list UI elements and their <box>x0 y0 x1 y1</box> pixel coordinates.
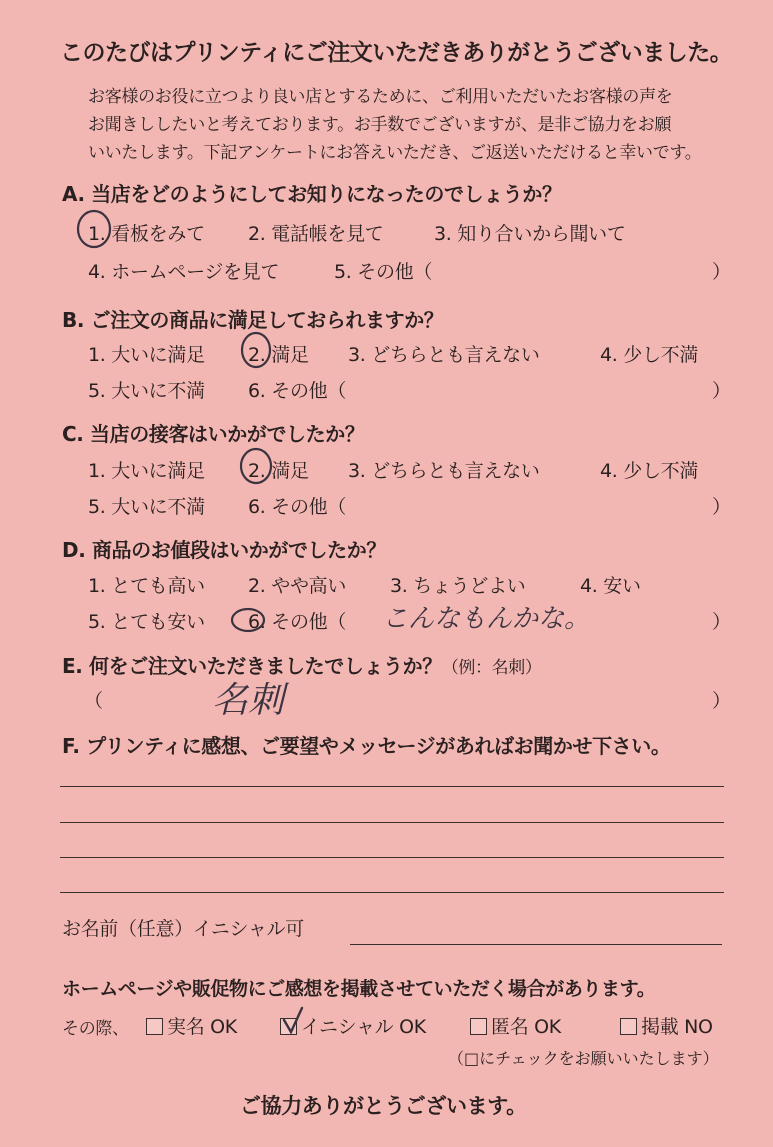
question-a-option-4[interactable]: 4. ホームページを見て <box>88 261 280 283</box>
question-e-example: （例：名刺） <box>441 658 542 678</box>
question-d-option-1[interactable]: 1. とても高い <box>88 575 205 597</box>
question-e-heading-text: E. 何をご注文いただきましたでしょうか？ <box>62 654 442 678</box>
check-instruction: （□にチェックをお願いいたします） <box>448 1049 719 1068</box>
question-d-option-6[interactable]: 6. その他（ <box>248 611 347 633</box>
checkbox[interactable] <box>146 1018 163 1035</box>
publish-prefix: その際、 <box>62 1019 129 1039</box>
card-title: このたびはプリンティにご注文いただきありがとうございました。 <box>60 40 733 66</box>
publish-notice: ホームページや販促物にご感想を掲載させていただく場合があります。 <box>62 978 656 1000</box>
question-c-option-3[interactable]: 3. どちらとも言えない <box>348 460 540 482</box>
question-a-option-2[interactable]: 2. 電話帳を見て <box>248 223 384 245</box>
question-a-heading: A. 当店をどのようにしてお知りになったのでしょうか？ <box>62 182 562 206</box>
question-c-heading: C. 当店の接客はいかがでしたか？ <box>62 422 365 446</box>
name-label: お名前（任意）イニシャル可 <box>62 918 304 940</box>
question-e-close-paren: ） <box>712 690 732 712</box>
checkbox-checked[interactable] <box>280 1018 297 1035</box>
publish-option-anonymous[interactable] <box>470 1012 561 1039</box>
intro-line-1: お客様のお役に立つより良い店とするために、ご利用いただいたお客様の声を <box>88 87 673 107</box>
checkbox[interactable] <box>470 1018 487 1035</box>
question-b-heading: B. ご注文の商品に満足しておられますか？ <box>62 308 444 332</box>
publish-option-real-name[interactable] <box>146 1012 237 1039</box>
question-d-close-paren: ） <box>712 611 732 633</box>
question-a-close-paren: ） <box>712 261 732 283</box>
question-b-option-2[interactable]: 2. 満足 <box>248 344 309 366</box>
publish-option-no[interactable] <box>620 1012 713 1039</box>
question-b-option-5[interactable]: 5. 大いに不満 <box>88 380 205 402</box>
intro-line-2: お聞きししたいと考えております。お手数でございますが、是非ご協力をお願 <box>88 115 672 135</box>
thanks-message: ご協力ありがとうございます。 <box>240 1094 527 1118</box>
question-d-handwritten-answer: こんなもんかな。 <box>382 604 591 634</box>
question-b-close-paren: ） <box>712 380 732 402</box>
question-c-option-4[interactable]: 4. 少し不満 <box>600 460 699 482</box>
question-e-open-paren: （ <box>84 690 103 712</box>
question-f-heading: F. プリンティに感想、ご要望やメッセージがあればお聞かせ下さい。 <box>62 734 671 758</box>
comment-line-1[interactable] <box>60 786 724 787</box>
question-b-option-4[interactable]: 4. 少し不満 <box>600 344 699 366</box>
comment-line-3[interactable] <box>60 857 724 858</box>
publish-option-label: 掲載 NO <box>641 1016 713 1038</box>
question-b-option-6[interactable]: 6. その他（ <box>248 380 347 402</box>
question-d-option-5[interactable]: 5. とても安い <box>88 611 205 633</box>
comment-line-4[interactable] <box>60 892 724 893</box>
question-d-option-3[interactable]: 3. ちょうどよい <box>390 575 526 597</box>
question-b-option-3[interactable]: 3. どちらとも言えない <box>348 344 540 366</box>
question-d-option-2[interactable]: 2. やや高い <box>248 575 347 597</box>
publish-option-label: 実名 OK <box>167 1016 237 1038</box>
question-a-option-3[interactable]: 3. 知り合いから聞いて <box>434 223 626 245</box>
intro-line-3: いいたします。下記アンケートにお答えいただき、ご返送いただけると幸いです。 <box>88 143 702 163</box>
question-e-handwritten-answer: 名刺 <box>212 680 285 721</box>
question-d-heading: D. 商品のお値段はいかがでしたか？ <box>62 538 386 562</box>
question-c-option-6[interactable]: 6. その他（ <box>248 496 347 518</box>
question-c-option-5[interactable]: 5. 大いに不満 <box>88 496 205 518</box>
checkbox[interactable] <box>620 1018 637 1035</box>
question-c-option-2[interactable]: 2. 満足 <box>248 460 309 482</box>
comment-line-2[interactable] <box>60 822 724 823</box>
publish-option-label: イニシャル OK <box>301 1016 426 1038</box>
publish-option-label: 匿名 OK <box>491 1016 561 1038</box>
publish-option-initial[interactable] <box>280 1012 426 1039</box>
name-field[interactable] <box>350 944 722 945</box>
question-c-close-paren: ） <box>712 496 732 518</box>
question-d-option-4[interactable]: 4. 安い <box>580 575 641 597</box>
question-a-option-1[interactable]: 1. 看板をみて <box>88 223 205 245</box>
question-e-heading <box>62 650 541 679</box>
question-b-option-1[interactable]: 1. 大いに満足 <box>88 344 205 366</box>
question-c-option-1[interactable]: 1. 大いに満足 <box>88 460 205 482</box>
question-a-option-5[interactable]: 5. その他（ <box>334 261 433 283</box>
